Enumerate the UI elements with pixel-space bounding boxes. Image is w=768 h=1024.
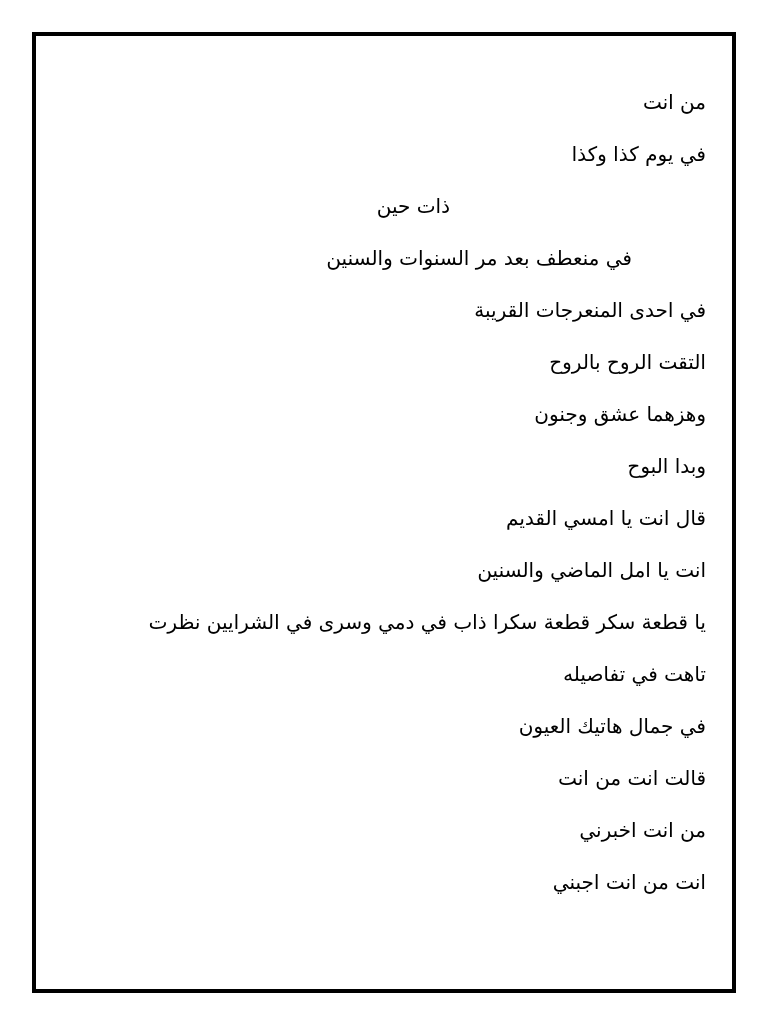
poem-line: يا قطعة سكر قطعة سكرا ذاب في دمي وسرى في الشرايين نظرت — [148, 610, 706, 634]
poem-line: قال انت يا امسي القديم — [506, 506, 706, 530]
poem-line: التقت الروح بالروح — [549, 350, 706, 374]
poem-line: انت من انت اجبني — [552, 870, 706, 894]
poem-line: في منعطف بعد مر السنوات والسنين — [326, 246, 632, 270]
poem-line: قالت انت من انت — [558, 766, 706, 790]
poem-line: تاهت في تفاصيله — [563, 662, 706, 686]
poem-line: ذات حين — [376, 194, 450, 218]
poem-line: من انت اخبرني — [579, 818, 706, 842]
poem-text — [86, 76, 706, 908]
poem-line: في جمال هاتيك العيون — [518, 714, 706, 738]
poem-line: في يوم كذا وكذا — [571, 142, 706, 166]
poem-line: وهزهما عشق وجنون — [534, 402, 706, 426]
poem-line: في احدى المنعرجات القريبة — [474, 298, 706, 322]
poem-line: من انت — [642, 90, 706, 114]
poem-line: وبدا البوح — [627, 454, 706, 478]
poem-line: انت يا امل الماضي والسنين — [477, 558, 706, 582]
